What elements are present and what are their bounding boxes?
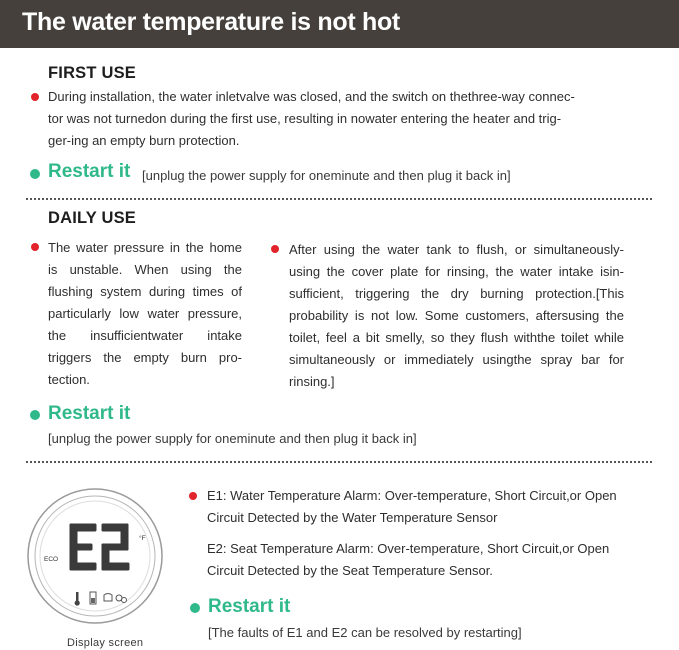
green-bullet-icon (30, 410, 40, 420)
error-code-digits (70, 524, 129, 570)
fan-icon (116, 595, 127, 603)
restart-note: [unplug the power supply for oneminute and then plug it back in] (48, 431, 417, 446)
restart-note: [unplug the power supply for oneminute and then plug it back in] (142, 168, 511, 183)
eco-label: ECO (44, 556, 59, 563)
error-e1-text: E1: Water Temperature Alarm: Over-temperature, Short Circuit,or Open Circuit Detected by the Water Temperature Sensor (207, 488, 617, 525)
green-bullet-icon (30, 169, 40, 179)
first-use-line: ger-ing an empty burn protection. (48, 133, 240, 148)
water-level-icon (90, 592, 96, 604)
section-divider (26, 198, 652, 200)
green-bullet-icon (190, 603, 200, 613)
first-use-heading: FIRST USE (48, 64, 136, 82)
first-use-line: tor was not turnedon during the first use, resulting in nowater entering the heater and trig- (48, 111, 562, 126)
seat-icon (104, 594, 112, 602)
first-use-line: During installation, the water inletvalve was closed, and the switch on thethree-way connec- (48, 89, 575, 104)
restart-note: [The faults of E1 and E2 can be resolved by restarting] (208, 625, 522, 640)
display-caption: Display screen (67, 637, 144, 649)
error-e2-text: E2: Seat Temperature Alarm: Over-temperature, Short Circuit,or Open Circuit Detected by the Seat Temperature Sensor. (207, 541, 610, 578)
header-bar (0, 0, 679, 48)
display-screen-graphic (25, 486, 165, 626)
daily-use-right-text: After using the water tank to flush, or simultaneously- using the cover plate for rinsing, the water intake isin- sufficient, triggering the dry burning protection.[This probability is not low. Some customers, aftersusing the toilet, feel a bit smelly, so they flush withthe toilet while simultaneously or immediately usingthe spray bar for rinsing.] (289, 242, 624, 389)
thermometer-icon (75, 592, 80, 606)
red-bullet-icon (31, 93, 39, 101)
daily-use-heading: DAILY USE (48, 209, 136, 227)
restart-label: Restart it (48, 161, 131, 182)
daily-use-left-text: The water pressure in the home is unstable. When using the flushing system during times of particularly low water pressure, the insufficientwater intake triggers the empty burn pro- tection. (48, 240, 242, 387)
page-title: The water temperature is not hot (22, 8, 400, 36)
restart-label: Restart it (208, 596, 291, 617)
restart-label: Restart it (48, 403, 131, 424)
red-bullet-icon (189, 492, 197, 500)
first-use-text (48, 86, 648, 152)
red-bullet-icon (31, 243, 39, 251)
unit-label: °F (139, 535, 146, 542)
red-bullet-icon (271, 245, 279, 253)
section-divider (26, 461, 652, 463)
